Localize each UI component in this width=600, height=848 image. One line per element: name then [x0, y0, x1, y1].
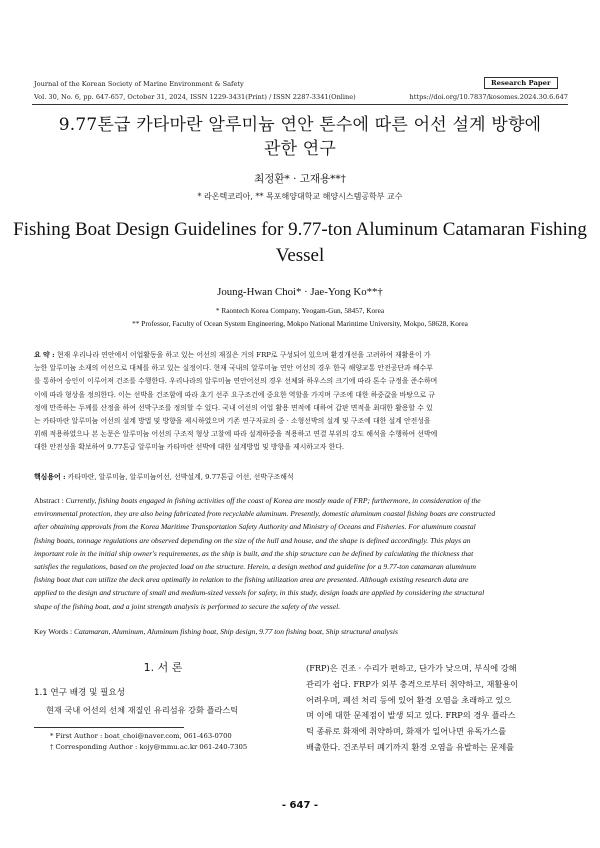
section-heading: 1. 서 론 [143, 661, 183, 674]
volume-info: Vol. 30, No. 6, pp. 647-657, October 31, 2024, ISSN 1229-3431(Print) / ISSN 2287-3341(Online) [34, 93, 356, 101]
body-left-text [46, 703, 292, 719]
korean-authors: 최정환* · 고재용**† [254, 173, 346, 185]
korean-abstract-label: 요 약 : [34, 351, 55, 359]
korean-abstract-line: 현재 우리나라 연안에서 어업활동을 하고 있는 어선의 재질은 거의 FRP로 구성되어 있으며 환경개선을 고려하여 재활용이 가 [56, 351, 431, 359]
english-abstract-line: Currently, fishing boats engaged in fishing activities off the coast of Korea are mostly made of FRP; furthermore, in consideration of the [65, 496, 481, 505]
english-abstract-label: Abstract : [34, 496, 64, 505]
korean-keywords-label: 핵심용어 : [34, 473, 66, 481]
korean-affiliation: * 라온텍코리아, ** 목포해양대학교 해양시스템공학부 교수 [197, 192, 403, 201]
korean-abstract-line: 는 카타마란 알루미늄 어선의 설계 방법 및 방향을 제시하였으며 기존 연구자료의 중 · 소형선박의 설계 및 구조에 대한 설계 안전성을 [34, 417, 431, 426]
english-abstract-line: environmental protection, they are also being fabricated from recyclable aluminum. Presently, domestic aluminum coastal fishing boats are constructed [34, 509, 496, 519]
page-number: - 647 - [281, 800, 319, 811]
corresponding-author-footnote: † Corresponding Author : kojy@mmu.ac.kr 061-240-7305 [50, 742, 248, 751]
body-left-line: 현재 국내 어선의 선체 재질인 유리섬유 강화 플라스틱 [46, 705, 239, 715]
english-abstract-line: shape of the fishing boat, and a joint strength analysis is performed to secure the safety of the vessel. [34, 601, 341, 611]
body-right-line: 며 이에 대한 문제점이 발생 되고 있다. FRP의 경우 플라스 [306, 710, 516, 721]
english-affiliation-2: ** Professor, Faculty of Ocean System Engineering, Mokpo National Marintime University, Mokpo, 58628, Korea [132, 319, 468, 328]
subsection-heading: 1.1 연구 배경 및 필요성 [34, 688, 126, 698]
korean-abstract-line: 를 통하여 승인이 이루어져 건조를 수행한다. 우리나라의 알루미늄 연안어선의 경우 선체와 하우스의 크기에 따라 톤수 규정을 준수하며 [34, 377, 438, 386]
english-title-line2: Vessel [275, 245, 325, 266]
body-right-line: (FRP)은 건조 · 수리가 편하고, 단가가 낮으며, 부식에 강해 [306, 663, 517, 673]
research-paper-badge: Research Paper [484, 77, 558, 89]
english-abstract-line: important role in the initial ship owner's requirements, as the ship is built, and the ship structure can be defined by calculating the thickness that [34, 548, 474, 558]
english-keywords [34, 625, 568, 638]
korean-title-line1: 9.77톤급 카타마란 알루미늄 연안 톤수에 따른 어선 설계 방향에 [58, 115, 542, 135]
english-keywords-label: Key Words : [34, 627, 73, 636]
first-author-footnote: * First Author : boat_choi@naver.com, 061-463-0700 [50, 732, 232, 740]
body-right-line: 배출한다. 건조부터 폐기까지 환경 오염을 유발하는 문제를 [306, 741, 515, 752]
korean-abstract [34, 349, 568, 455]
english-authors: Joung-Hwan Choi* · Jae-Yong Ko**† [217, 286, 383, 298]
korean-title-line2: 관한 연구 [263, 139, 337, 159]
korean-keywords [34, 471, 568, 484]
english-abstract [34, 494, 568, 613]
english-abstract-line: fishing boat that can utilize the deck area optimally in relation to the fishing utilization area are presented. Although existing research data are [34, 575, 469, 585]
english-abstract-line: fishing boats, tonnage regulations are observed depending on the size of the hull and house, and the shape is defined accordingly. This plays an [34, 535, 471, 545]
doi-link[interactable]: https://doi.org/10.7837/kosomes.2024.30.6.647 [409, 93, 568, 101]
korean-abstract-line: 대한 안전성을 확보하여 9.77톤급 알루미늄 카타마란 선박에 대한 설계방법 및 방향을 제시하고자 한다. [34, 443, 345, 452]
body-right-line: 관리가 쉽다. FRP가 외부 충격으로부터 취약하고, 재활용이 [306, 678, 519, 689]
english-keywords-text: Catamaran, Aluminum, Aluminum fishing boat, Ship design, 9.77 ton fishing boat, Ship structural analysis [73, 627, 398, 636]
body-right-line: 틱 종류로 화재에 취약하며, 화재가 일어나면 유독가스를 [306, 726, 507, 737]
korean-abstract-line: 이에 따라 형상을 정의한다. 이는 선박을 건조함에 따라 초기 선주 요구조건에 중요한 역할을 가지며 구조에 대한 하중값을 바탕으로 규 [34, 390, 436, 399]
korean-abstract-line: 위해 적용하였으나 본 논문은 알루미늄 어선의 구조적 형상 고찰에 따라 설계하중을 적용하고 연결 부위의 강도 해석을 수행하여 선박에 [34, 430, 438, 439]
korean-keywords-text: 카타마란, 알루미늄, 알루미늄어선, 선박설계, 9.77톤급 어선, 선박구조해석 [67, 473, 294, 481]
korean-abstract-line: 능한 알루미늄 소재의 어선으로 대체를 하고 있는 실정이다. 현재 국내의 알루미늄 연안 어선의 경우 한국 해양교통 안전공단과 해수부 [34, 364, 433, 373]
footnote-rule [34, 727, 184, 728]
body-right-line: 어려우며, 폐선 처리 등에 있어 환경 오염을 초래하고 있으 [306, 694, 512, 705]
english-affiliation-1: * Raontech Korea Company, Yeogam-Gun, 58457, Korea [215, 306, 385, 315]
footnotes [50, 731, 292, 752]
header-rule [32, 104, 568, 105]
korean-abstract-line: 정에 만족하는 두께를 산정을 하여 선박구조를 정의할 수 있다. 국내 어선의 어업 활용 면적에 대하여 갑판 면적을 최대한 활용할 수 있 [34, 403, 433, 412]
english-abstract-line: applied to the design and structure of small and medium-sized vessels for safety, in this study, design loads are applied by considering the structural [34, 588, 485, 598]
body-right-text [306, 661, 568, 756]
english-abstract-line: satisfies the regulations, based on the projected load on the structure. Herein, a design method and guideline for a 9.77-ton catamaran aluminum [34, 562, 477, 572]
english-abstract-line: after obtaining approvals from the Korea Maritime Transportation Safety Authority and Ministry of Oceans and Fisheries. For aluminum coastal [34, 522, 476, 532]
english-title-line1: Fishing Boat Design Guidelines for 9.77-ton Aluminum Catamaran Fishing [13, 219, 587, 240]
journal-name: Journal of the Korean Society of Marine Environment & Safety [34, 80, 244, 88]
